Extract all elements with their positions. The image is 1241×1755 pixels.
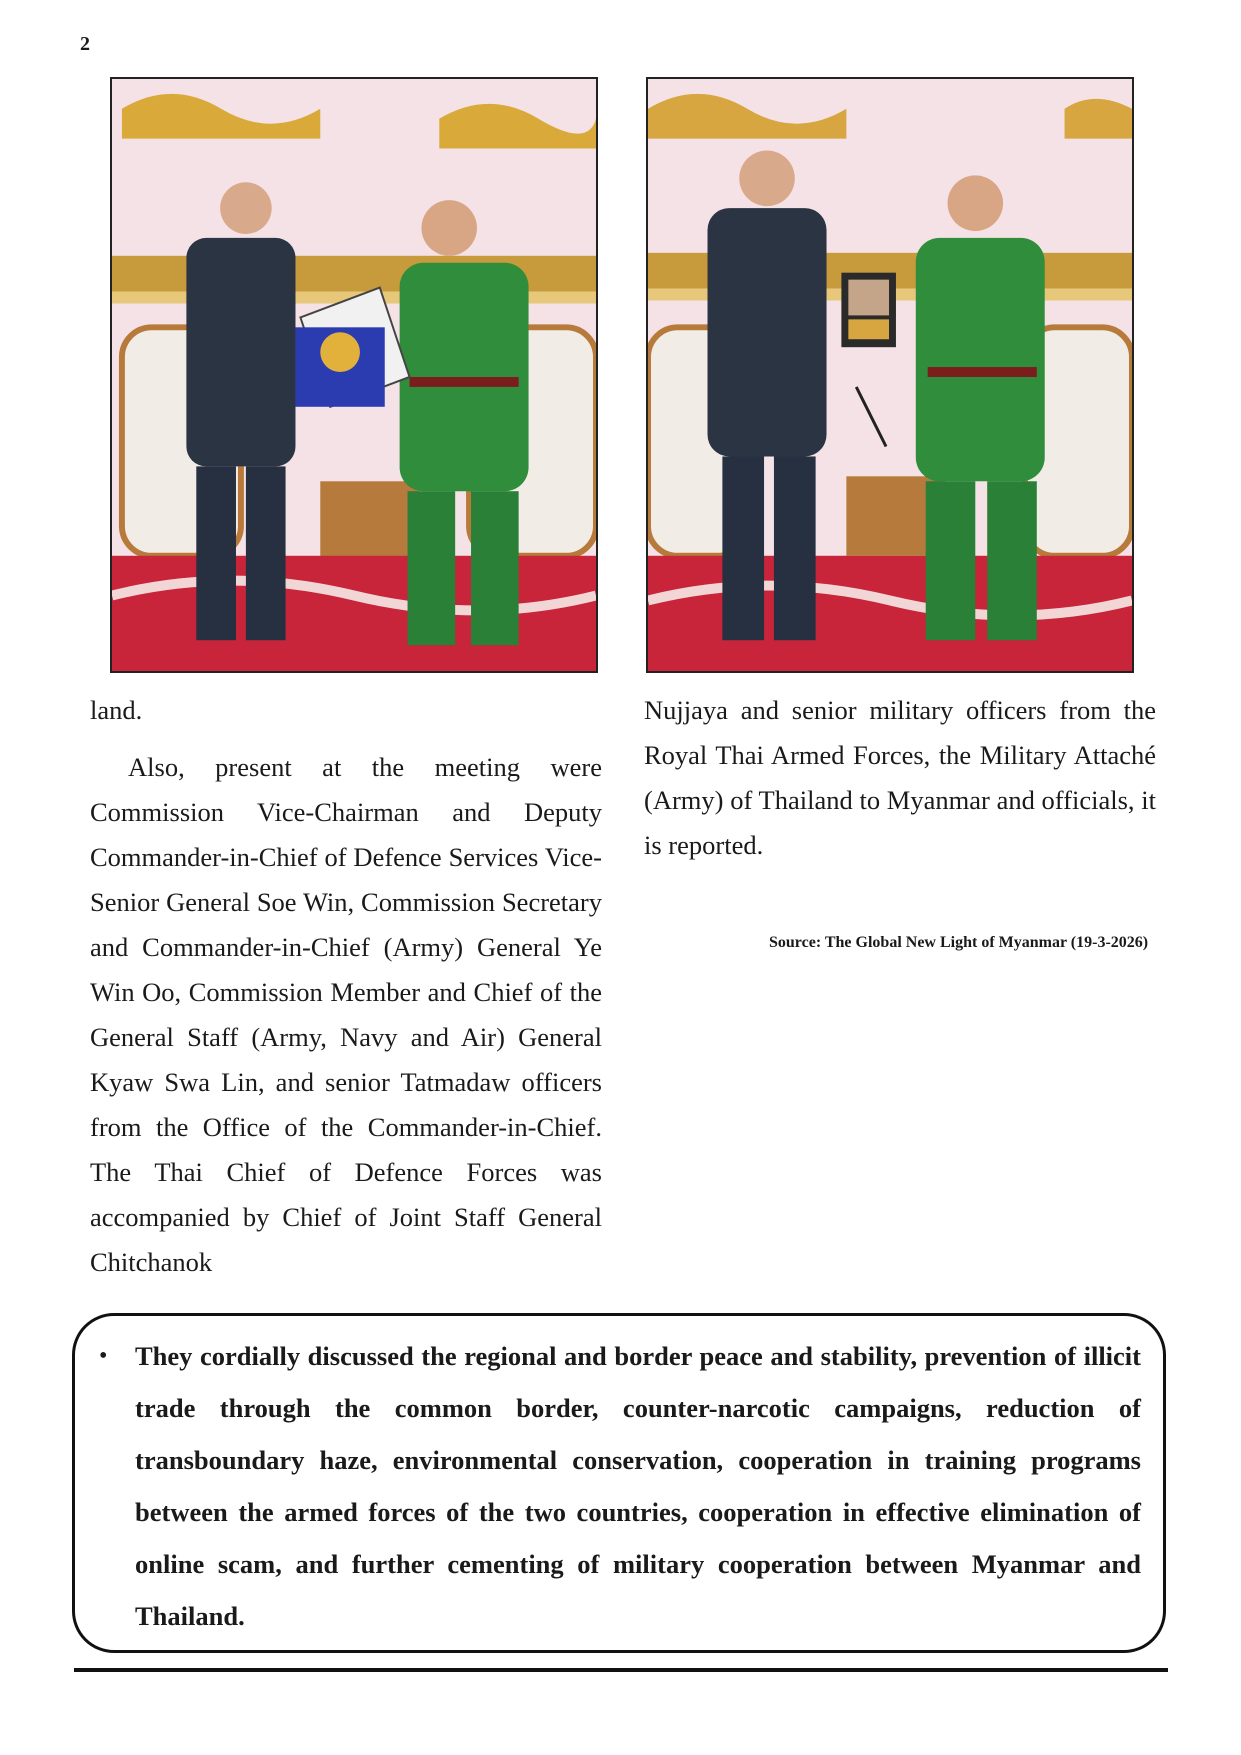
source-credit: Source: The Global New Light of Myanmar (19-3-2026) — [769, 934, 1149, 951]
article-fragment: land. — [90, 695, 143, 725]
article-paragraph-attendees: Also, present at the meeting were Commission Vice-Chairman and Deputy Commander-in-Chief of Defence Services Vice-Senior General Soe Win, Commission Secretary and Commander-in-Chief (Army) General Ye Win Oo, Commission Member and Chief of the General Staff (Army, Navy and Air) General Kyaw Swa Lin, and senior Tatmadaw officers from the Office of the Commander-in-Chief. The Thai Chief of Defence Forces was accompanied by Chief of Joint Staff General Chitchanok — [90, 752, 602, 1277]
highlight-text: They cordially discussed the regional and border peace and stability, prevention of illicit trade through the common border, counter-narcotic campaigns, reduction of transboundary haze, environmental conservation, cooperation in training programs between the armed forces of the two countries, cooperation in effective elimination of online scam, and further cementing of military cooperation between Myanmar and Thailand. — [135, 1341, 1141, 1631]
article-paragraph-continuation: Nujjaya and senior military officers from the Royal Thai Armed Forces, the Military Attaché (Army) of Thailand to Myanmar and officials, it is reported. — [644, 695, 1156, 860]
bullet-icon: • — [99, 1343, 108, 1369]
page-number: 2 — [80, 33, 90, 55]
photo-plaque-presentation-image — [112, 79, 596, 671]
photo-plaque-presentation — [110, 77, 598, 673]
photo-framed-gift-presentation-image — [648, 79, 1132, 671]
highlight-item — [99, 1330, 1141, 1642]
article-column-left — [90, 688, 602, 1285]
highlight-list — [99, 1330, 1141, 1642]
bottom-divider — [74, 1668, 1168, 1672]
article-column-right — [644, 688, 1156, 868]
photo-framed-gift-presentation — [646, 77, 1134, 673]
highlight-box — [72, 1313, 1166, 1653]
